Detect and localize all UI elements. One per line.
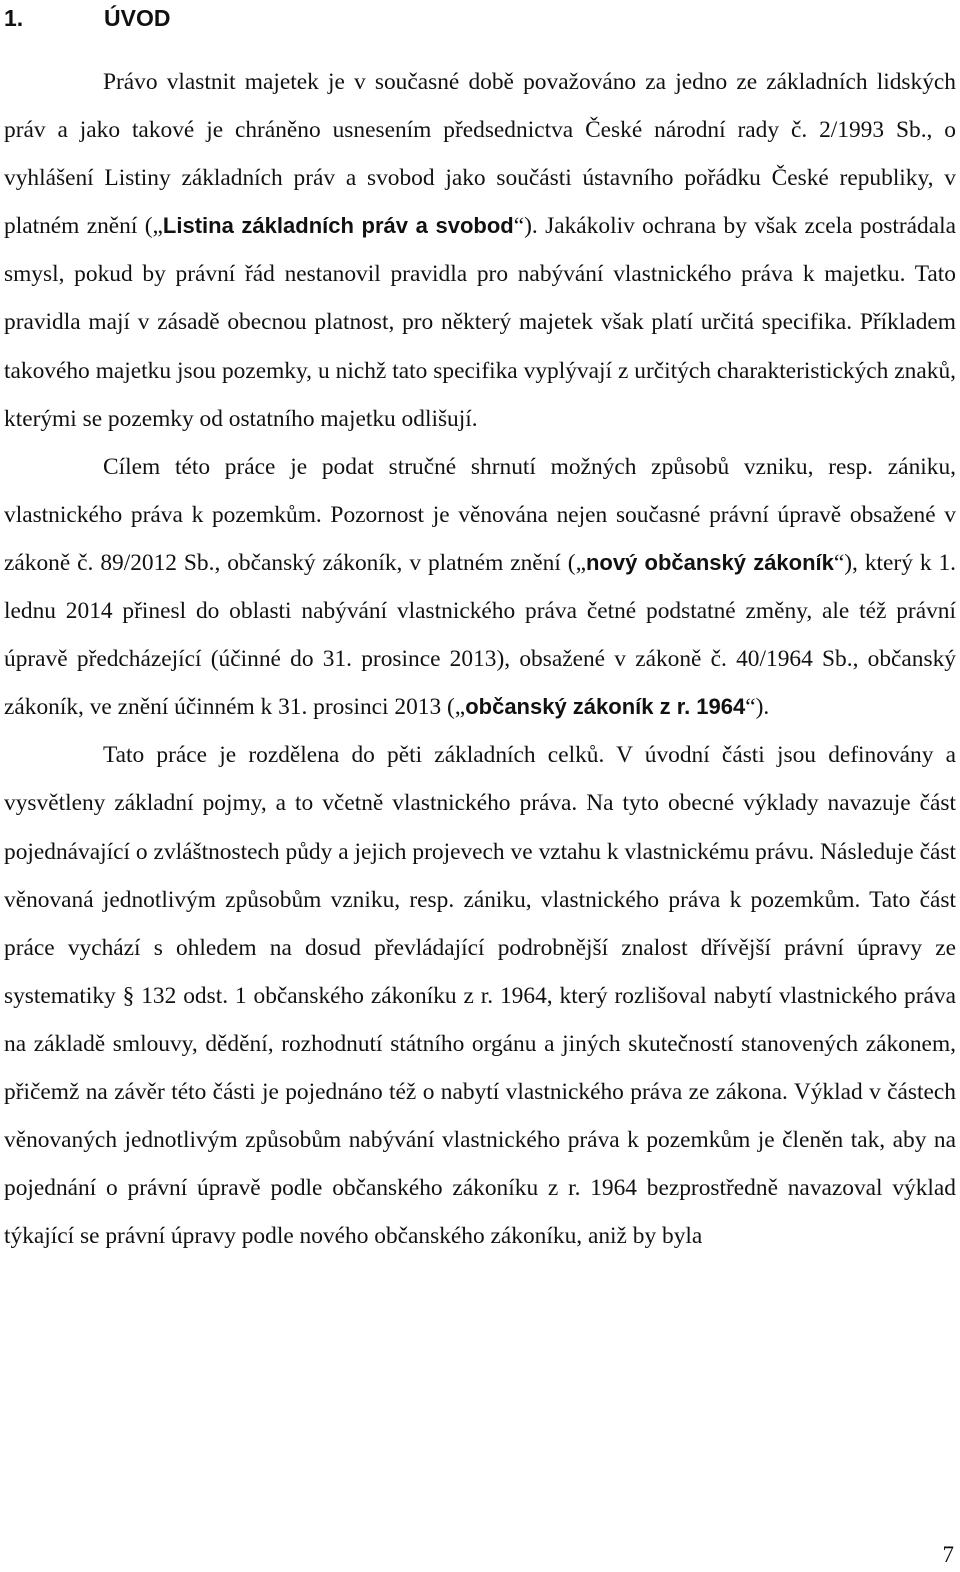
- defined-term: občanský zákoník z r. 1964: [465, 694, 746, 720]
- paragraph-3: [4, 731, 956, 1260]
- paragraph-2: [4, 443, 956, 732]
- chapter-title: ÚVOD: [104, 5, 171, 31]
- defined-term: Listina základních práv a svobod: [162, 213, 514, 239]
- paragraph-1: [4, 58, 956, 443]
- defined-term: nový občanský zákoník: [585, 549, 834, 575]
- paragraph-text: Právo vlastnit majetek je v současné době považováno za jedno ze základních lidských práv a jako takové je chráněno usnesením předsednictva České národní rady č. 2/1993 Sb., o vyhlášení Listiny základních práv a svobod jako součásti ústavního pořádku České republiky, v platném znění („: [4, 69, 956, 240]
- paragraph-text: “), který k 1. lednu 2014 přinesl do oblasti nabývání vlastnického práva četné podstatné změny, ale též právní úpravě předcházející (účinné do 31. prosince 2013), obsažené v zákoně č. 40/1964 Sb., občanský zákoník, ve znění účinném k 31. prosinci 2013 („: [4, 549, 956, 721]
- chapter-number: 1.: [4, 5, 24, 31]
- page-number: 7: [942, 1542, 954, 1567]
- paragraph-text: Tato práce je rozdělena do pěti základních celků. V úvodní části jsou definovány a vysvětleny základní pojmy, a to včetně vlastnického práva. Na tyto obecné výklady navazuje část pojednávající o zvláštnostech půdy a jejich projevech ve vztahu k vlastnickému právu. Následuje část věnovaná jednotlivým způsobům vzniku, resp. zániku, vlastnického práva k pozemkům. Tato část práce vychází s ohledem na dosud převládající podrobnější znalost dřívější právní úpravy ze systematiky § 132 odst. 1 občanského zákoníku z r. 1964, který rozlišoval nabytí vlastnického práva na základě smlouvy, dědění, rozhodnutí státního orgánu a jiných skutečností stanovených zákonem, přičemž na závěr této části je pojednáno též o nabytí vlastnického práva ze zákona. Výklad v částech věnovaných jednotlivým způsobům nabývání vlastnického práva k pozemkům je členěn tak, aby na pojednání o právní úpravě podle občanského zákoníku z r. 1964 bezprostředně navazoval výklad týkající se právní úpravy podle nového občanského zákoníku, aniž by byla: [4, 742, 956, 1250]
- paragraph-text: “). Jakákoliv ochrana by však zcela postrádala smysl, pokud by právní řád nestanovil pravidla pro nabývání vlastnického práva k majetku. Tato pravidla mají v zásadě obecnou platnost, pro některý majetek však platí určitá specifika. Příkladem takového majetku jsou pozemky, u nichž tato specifika vyplývají z určitých charakteristických znaků, kterými se pozemky od ostatního majetku odlišují.: [4, 213, 957, 432]
- paragraph-text: “).: [745, 694, 770, 721]
- body-text: [4, 58, 956, 1260]
- chapter-heading: [4, 0, 170, 36]
- paragraph-text: Cílem této práce je podat stručné shrnutí možných způsobů vzniku, resp. zániku, vlastnického práva k pozemkům. Pozornost je věnována nejen současné právní úpravě obsažené v zákoně č. 89/2012 Sb., občanský zákoník, v platném znění („: [4, 453, 956, 576]
